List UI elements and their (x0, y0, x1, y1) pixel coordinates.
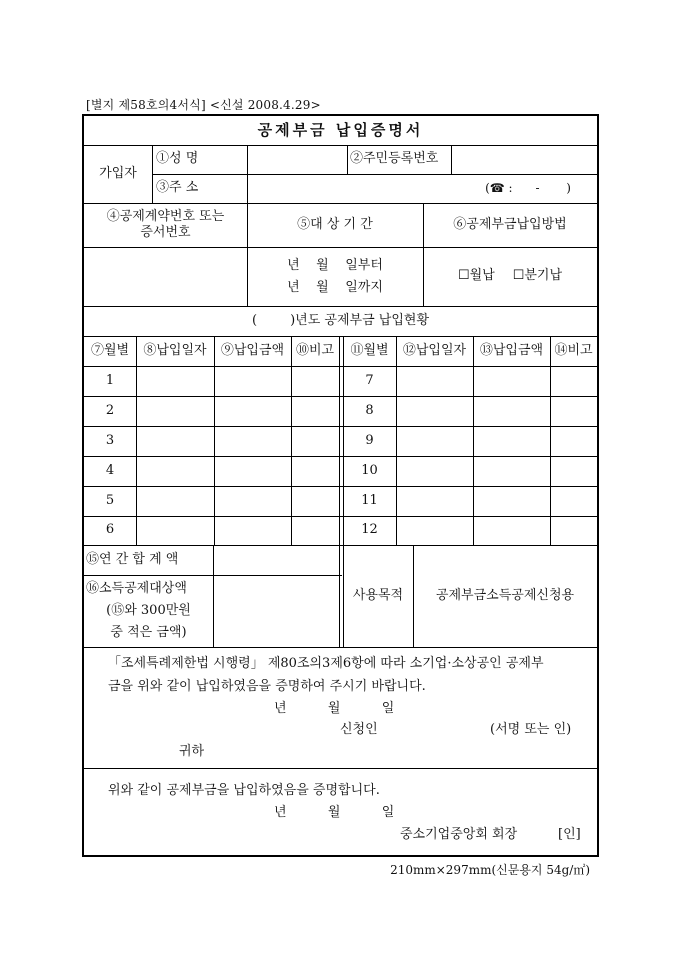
month-cell: 7 (365, 372, 374, 388)
month-cell: 3 (105, 432, 115, 448)
col-month-left: ⑦월별 (90, 342, 130, 358)
month-cell: 1 (105, 372, 115, 388)
payment-method-options (423, 247, 597, 306)
resident-number-label: ②주민등록번호 (350, 151, 439, 167)
deduction-label (84, 575, 213, 647)
col-amount-right: ⑬납입금액 (479, 342, 544, 358)
period-to: 년 월 일까지 (287, 279, 383, 295)
certify-line1: 위와 같이 공제부금을 납입하였음을 증명합니다. (108, 783, 380, 798)
col-amount-left: ⑨납입금액 (220, 342, 285, 358)
contract-number-field[interactable] (84, 247, 247, 306)
period-label: ⑤대 상 기 간 (297, 216, 373, 232)
monthly-checkbox[interactable]: ☐월납 (457, 268, 495, 284)
month-cell: 8 (365, 402, 374, 418)
request-date: 년 월 일 (274, 701, 395, 716)
request-line2: 금을 위와 같이 납입하였음을 증명하여 주시기 바랍니다. (108, 679, 426, 694)
address-label: ③주 소 (156, 180, 199, 196)
contract-number-label-line1: ④공제계약번호 또는 (106, 208, 225, 224)
month-cell: 12 (361, 522, 378, 538)
deduction-label-line2: (⑮와 300만원 (106, 603, 191, 618)
request-line1: 「조세특례제한법 시행령」 제80조의3제6항에 따라 소기업·소상공인 공제부 (108, 656, 544, 671)
name-label: ①성 명 (156, 151, 199, 167)
month-cell: 10 (361, 462, 378, 478)
usage-label: 사용목적 (352, 587, 404, 603)
address-field[interactable] (247, 174, 459, 203)
annual-total-field[interactable] (213, 545, 339, 575)
seal-mark: [인] (558, 827, 581, 842)
name-field[interactable] (247, 145, 347, 174)
deduction-label-line3: 중 적은 금액) (110, 625, 187, 640)
col-date-left: ⑧납입일자 (143, 342, 207, 358)
period-field[interactable] (247, 247, 423, 306)
issuer-name: 중소기업중앙회 회장 (400, 827, 518, 842)
applicant-sign-label: 신청인 (340, 722, 378, 737)
month-cell: 5 (105, 492, 115, 508)
resident-number-field[interactable] (451, 145, 597, 174)
col-month-right: ⑪월별 (350, 342, 389, 358)
month-cell: 2 (105, 402, 115, 418)
applicant-label: 가입자 (99, 165, 137, 181)
payment-status-title: ( )년도 공제부금 납입현황 (251, 312, 430, 328)
contract-number-label-line2: 증서번호 (140, 225, 191, 240)
form-header: [별지 제58호의4서식] <신설 2008.4.29> (86, 98, 321, 112)
addressee-label: 귀하 (179, 744, 205, 759)
quarterly-checkbox[interactable]: ☐분기납 (512, 268, 563, 284)
certificate-form (82, 114, 599, 857)
signature-note: (서명 또는 인) (490, 722, 572, 737)
month-cell: 4 (105, 462, 115, 478)
month-cell: 6 (105, 522, 115, 538)
usage-value: 공제부금소득공제신청용 (435, 587, 575, 603)
form-title: 공제부금 납입증명서 (257, 121, 424, 140)
month-cell: 9 (365, 432, 374, 448)
deduction-field[interactable] (213, 575, 339, 647)
phone-field[interactable]: (☎ : - ) (485, 181, 571, 195)
annual-total-label: ⑮연 간 합 계 액 (86, 551, 179, 567)
payment-method-label: ⑥공제부금납입방법 (453, 216, 567, 232)
col-note-right: ⑭비고 (554, 342, 593, 358)
certify-date: 년 월 일 (274, 805, 395, 820)
period-from: 년 월 일부터 (287, 257, 383, 273)
col-date-right: ⑫납입일자 (402, 342, 467, 358)
col-note-left: ⑩비고 (295, 342, 335, 358)
deduction-label-line1: ⑯소득공제대상액 (86, 581, 187, 596)
paper-spec: 210mm×297mm(신문용지 54g/㎡) (390, 863, 590, 877)
contract-number-label (84, 203, 247, 247)
month-cell: 11 (361, 492, 378, 508)
